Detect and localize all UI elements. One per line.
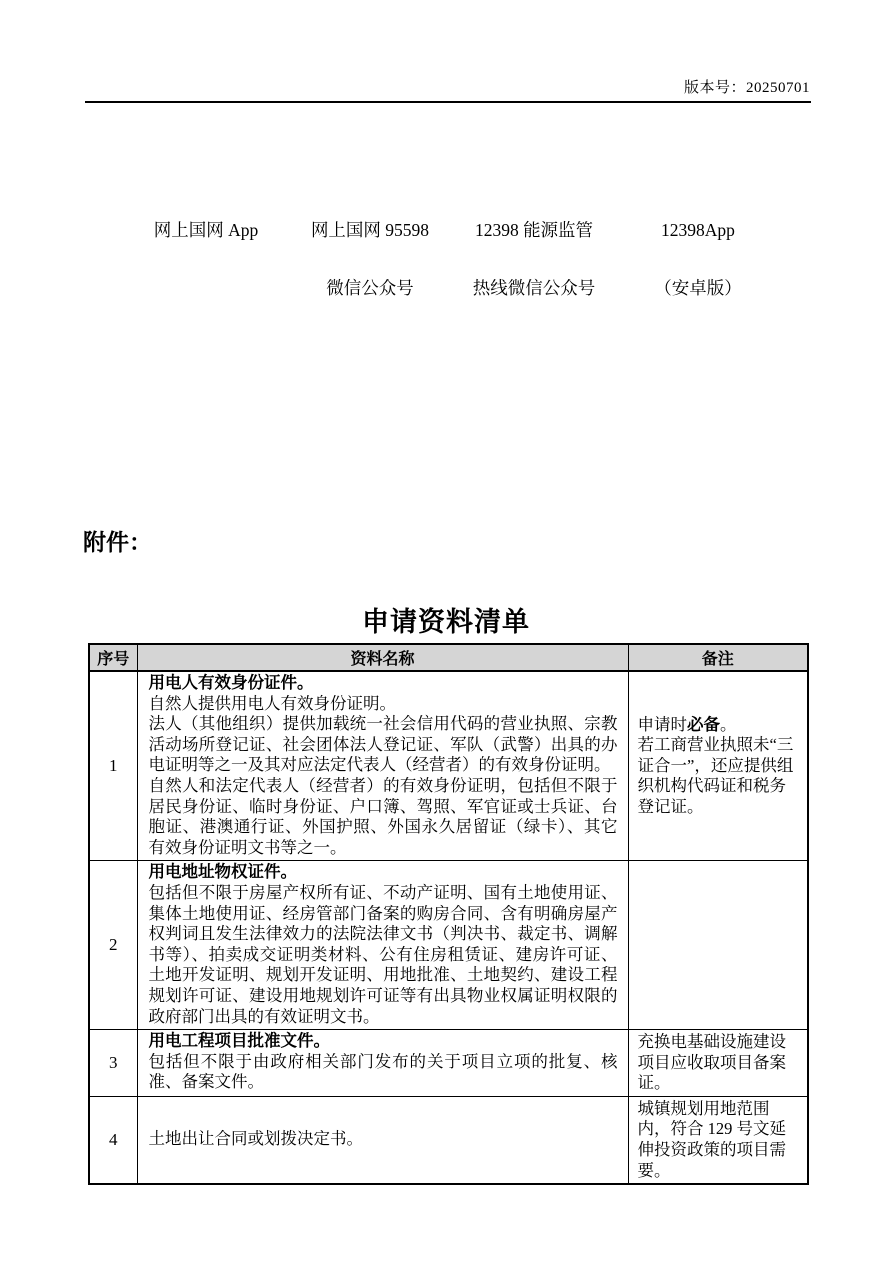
remark-cell xyxy=(628,671,808,861)
qr-caption-line: 网上国网 95598 xyxy=(310,220,430,240)
qr-caption-12398-hotline xyxy=(452,187,616,332)
qr-caption-12398-app xyxy=(616,187,780,332)
header-cell-material-name: 资料名称 xyxy=(137,644,628,671)
table-row xyxy=(89,1096,808,1184)
qr-caption-row xyxy=(124,187,780,332)
material-title: 用电工程项目批准文件。 xyxy=(148,1032,330,1051)
row-number: 3 xyxy=(89,1030,137,1097)
row-number: 1 xyxy=(89,671,137,861)
material-name-cell xyxy=(137,671,628,861)
qr-caption-line: （安卓版） xyxy=(654,278,742,298)
material-text: 包括但不限于由政府相关部门发布的关于项目立项的批复、核准、备案文件。 xyxy=(148,1051,618,1092)
table-title: 申请资料清单 xyxy=(362,607,530,637)
remark-cell xyxy=(628,1096,808,1184)
remark-text: 充换电基础设施建设项目应收取项目备案证。 xyxy=(637,1032,786,1093)
attachment-heading: 附件： xyxy=(83,529,152,555)
material-text: 法人（其他组织）提供加载统一社会信用代码的营业执照、宗教活动场所登记证、社会团体法人登记证、军队（武警）出具的办电证明等之一及其对应法定代表人（经营者）的有效身份证明。 xyxy=(148,714,618,775)
material-text: 土地出让合同或划拨决定书。 xyxy=(148,1129,363,1149)
remark-bold-text: 必备 xyxy=(687,715,720,734)
material-title: 用电地址物权证件。 xyxy=(148,863,297,882)
qr-caption-sgcc-app xyxy=(124,187,288,332)
table-row xyxy=(89,671,808,861)
table-row xyxy=(89,861,808,1030)
row-number: 2 xyxy=(89,861,137,1030)
material-name-cell xyxy=(137,1030,628,1097)
header-rule xyxy=(85,101,811,103)
qr-caption-95598-wechat xyxy=(288,187,452,332)
qr-caption-line: 微信公众号 xyxy=(326,278,414,298)
version-label: 版本号：20250701 xyxy=(683,80,810,96)
header-cell-remark: 备注 xyxy=(628,644,808,671)
material-name-cell xyxy=(137,861,628,1030)
material-text: 包括但不限于房屋产权所有证、不动产证明、国有土地使用证、集体土地使用证、经房管部门备案的购房合同、含有明确房屋产权判词且发生法律效力的法院法律文书（判决书、裁定书、调解书等）、拍卖成交证明类材料、公有住房租赁证、建房许可证、土地开发证明、规划开发证明、用地批准、土地契约、建设工程规划许可证、建设用地规划许可证等有出具物业权属证明权限的政府部门出具的有效证明文书。 xyxy=(148,882,618,1026)
materials-table xyxy=(88,643,809,1185)
remark-text: 城镇规划用地范围内，符合 129 号文延伸投资政策的项目需要。 xyxy=(637,1098,786,1180)
header-cell-number: 序号 xyxy=(89,644,137,671)
qr-caption-line: 12398 能源监管 xyxy=(474,220,594,240)
material-text: 自然人和法定代表人（经营者）的有效身份证明，包括但不限于居民身份证、临时身份证、户口簿、驾照、军官证或士兵证、台胞证、港澳通行证、外国护照、外国永久居留证（绿卡）、其它有效身份证明文书等之一。 xyxy=(148,775,618,857)
table-header-row xyxy=(89,644,808,671)
qr-caption-line: 12398App xyxy=(661,220,735,240)
row-number: 4 xyxy=(89,1096,137,1184)
table-row xyxy=(89,1030,808,1097)
material-title: 用电人有效身份证件。 xyxy=(148,674,314,692)
qr-caption-line: 热线微信公众号 xyxy=(472,278,596,298)
qr-caption-line: 网上国网 App xyxy=(153,220,259,240)
remark-cell xyxy=(628,1030,808,1097)
remark-text: 申请时必备。 xyxy=(637,714,737,734)
material-name-cell xyxy=(137,1096,628,1184)
material-text: 自然人提供用电人有效身份证明。 xyxy=(148,693,396,713)
remark-text: 若工商营业执照未“三证合一”，还应提供组织机构代码证和税务登记证。 xyxy=(637,735,794,817)
remark-cell xyxy=(628,861,808,1030)
